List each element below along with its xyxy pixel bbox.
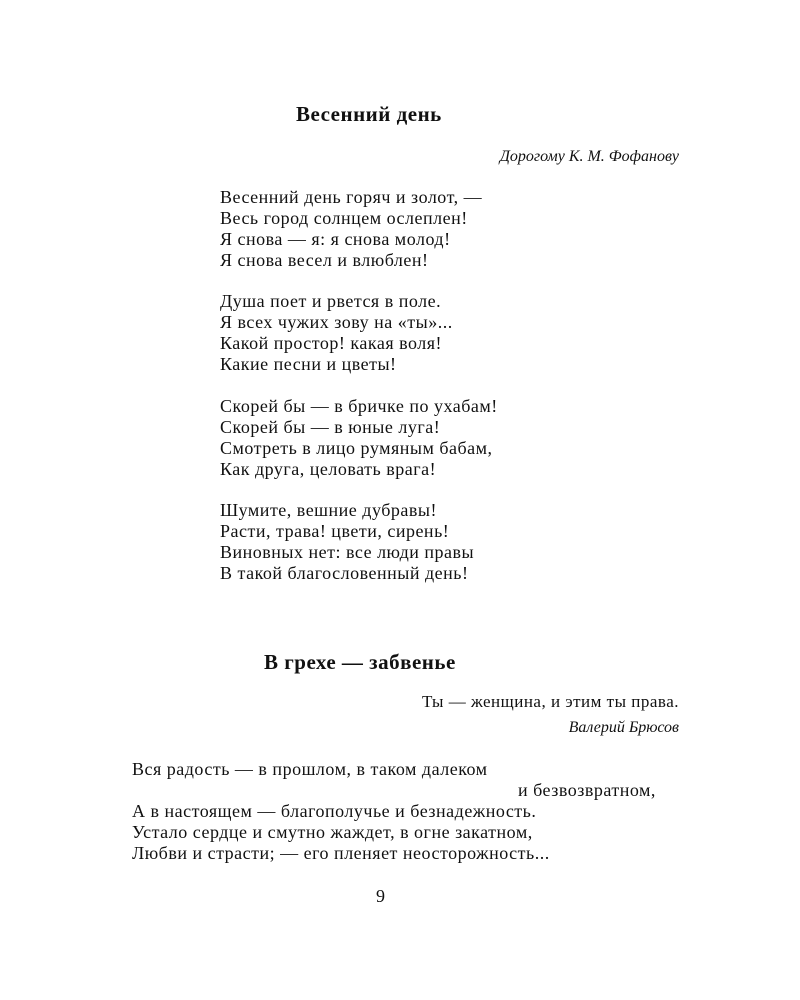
verse-line: Любви и страсти; — его пленяет неосторожность... [132, 843, 550, 863]
verse-line: Шумите, вешние дубравы! [220, 500, 437, 520]
verse-line: Устало сердце и смутно жаждет, в огне закатном, [132, 822, 533, 842]
verse-line: Какие песни и цветы! [220, 354, 397, 374]
poem1-stanza-2 [220, 291, 453, 375]
verse-line: А в настоящем — благополучье и безнадежность. [132, 801, 537, 821]
verse-line: Расти, трава! цвети, сирень! [220, 521, 450, 541]
poem1-stanza-4 [220, 500, 474, 584]
verse-line: Душа поет и рвется в поле. [220, 291, 442, 311]
verse-line-continuation: и безвозвратном, [518, 780, 656, 800]
poem2-stanza-1 [132, 759, 656, 864]
verse-line: Весь город солнцем ослеплен! [220, 208, 468, 228]
verse-line: Скорей бы — в юные луга! [220, 417, 441, 437]
verse-line: Скорей бы — в бричке по ухабам! [220, 396, 498, 416]
page-number: 9 [376, 886, 385, 906]
poem1-stanza-3 [220, 396, 498, 480]
poem1-dedication: Дорогому К. М. Фофанову [499, 148, 679, 165]
verse-line: Я снова весел и влюблен! [220, 250, 429, 270]
verse-line: В такой благословенный день! [220, 563, 469, 583]
verse-line: Весенний день горяч и золот, — [220, 187, 483, 207]
poem1-stanza-1 [220, 187, 482, 271]
verse-line: Я снова — я: я снова молод! [220, 229, 451, 249]
poem2-epigraph-author: Валерий Брюсов [568, 719, 679, 736]
verse-line: Виновных нет: все люди правы [220, 542, 475, 562]
verse-line: Я всех чужих зову на «ты»... [220, 312, 453, 332]
poem2-title: В грехе — забвенье [264, 650, 456, 674]
verse-line: Вся радость — в прошлом, в таком далеком [132, 759, 488, 779]
verse-line: Смотреть в лицо румяным бабам, [220, 438, 493, 458]
poem2-epigraph: Ты — женщина, и этим ты права. [422, 692, 679, 711]
verse-line: Как друга, целовать врага! [220, 459, 437, 479]
poem1-title: Весенний день [296, 102, 442, 126]
verse-line: Какой простор! какая воля! [220, 333, 443, 353]
